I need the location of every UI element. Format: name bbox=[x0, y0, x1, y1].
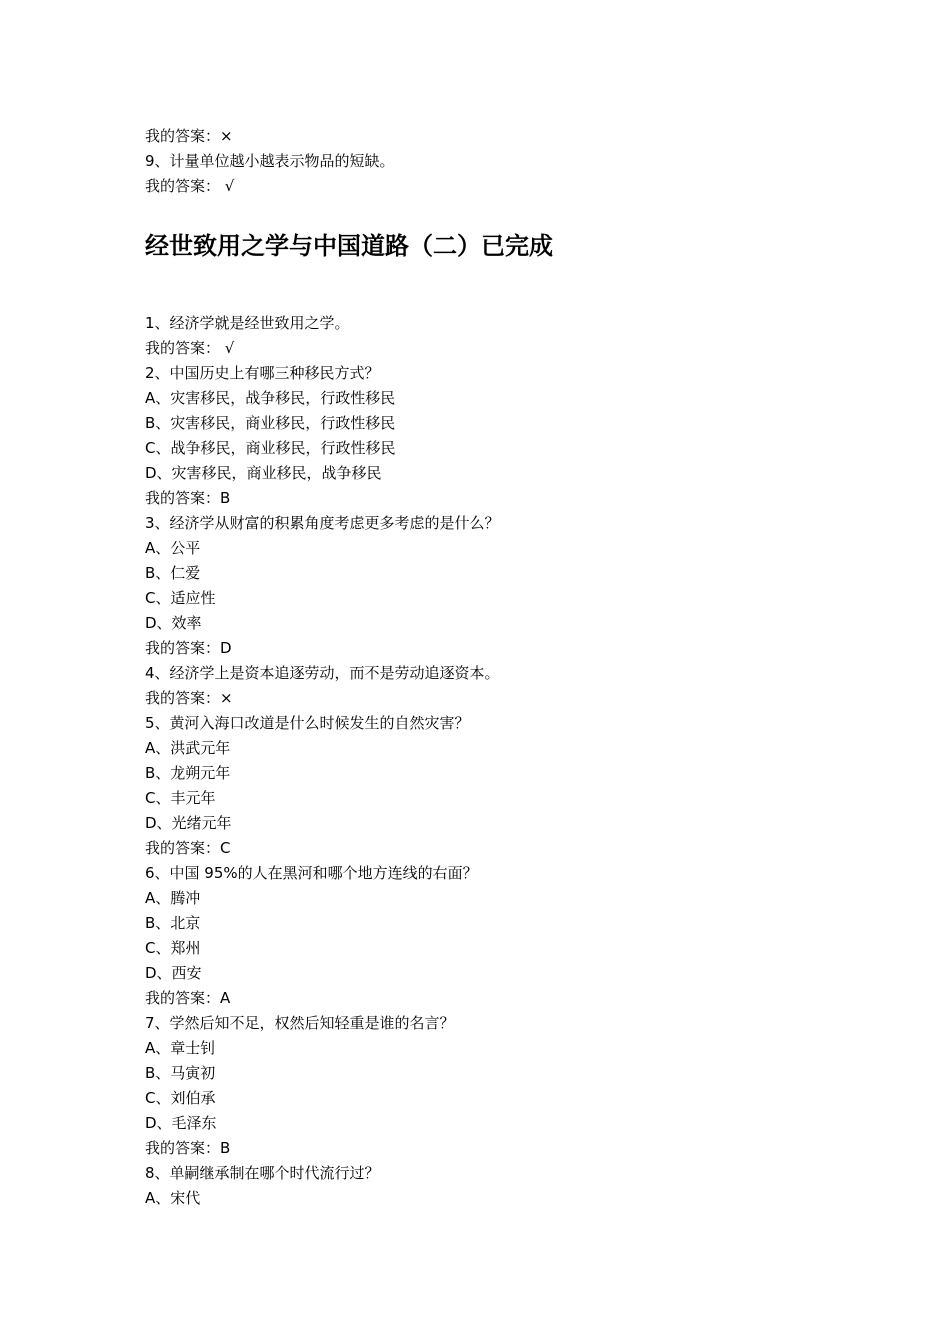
answer-line: 我的答案：× bbox=[145, 689, 233, 707]
answer-line: 我的答案：B bbox=[145, 1139, 231, 1157]
option-line: A、章士钊 bbox=[145, 1039, 216, 1057]
option-line: A、腾冲 bbox=[145, 889, 201, 907]
question-line: 2、中国历史上有哪三种移民方式？ bbox=[145, 364, 380, 382]
option-line: A、洪武元年 bbox=[145, 739, 231, 757]
option-line: B、仁爱 bbox=[145, 564, 201, 582]
section-title: 经世致用之学与中国道路（二）已完成 bbox=[145, 232, 553, 260]
option-line: D、灾害移民，商业移民，战争移民 bbox=[145, 464, 382, 482]
answer-line: 我的答案：C bbox=[145, 839, 231, 857]
option-line: A、灾害移民，战争移民，行政性移民 bbox=[145, 389, 396, 407]
answer-line: 我的答案：A bbox=[145, 989, 231, 1007]
option-line: A、公平 bbox=[145, 539, 201, 557]
answer-line: 我的答案： √ bbox=[145, 177, 235, 195]
question-line: 3、经济学从财富的积累角度考虑更多考虑的是什么？ bbox=[145, 514, 500, 532]
option-line: D、光绪元年 bbox=[145, 814, 232, 832]
option-line: D、西安 bbox=[145, 964, 202, 982]
option-line: C、郑州 bbox=[145, 939, 201, 957]
question-line: 4、经济学上是资本追逐劳动，而不是劳动追逐资本。 bbox=[145, 664, 500, 682]
question-line: 8、单嗣继承制在哪个时代流行过？ bbox=[145, 1164, 380, 1182]
option-line: C、战争移民，商业移民，行政性移民 bbox=[145, 439, 396, 457]
question-line: 7、学然后知不足，权然后知轻重是谁的名言？ bbox=[145, 1014, 455, 1032]
option-line: B、马寅初 bbox=[145, 1064, 216, 1082]
option-line: B、龙朔元年 bbox=[145, 764, 231, 782]
option-line: C、丰元年 bbox=[145, 789, 216, 807]
option-line: A、宋代 bbox=[145, 1189, 201, 1207]
question-line: 9、计量单位越小越表示物品的短缺。 bbox=[145, 152, 395, 170]
question-line: 6、中国 95%的人在黑河和哪个地方连线的右面？ bbox=[145, 864, 478, 882]
previous-section-tail bbox=[145, 124, 395, 199]
option-line: D、效率 bbox=[145, 614, 202, 632]
answer-line: 我的答案：B bbox=[145, 489, 231, 507]
question-line: 5、黄河入海口改道是什么时候发生的自然灾害？ bbox=[145, 714, 470, 732]
question-line: 1、经济学就是经世致用之学。 bbox=[145, 314, 350, 332]
option-line: C、刘伯承 bbox=[145, 1089, 216, 1107]
option-line: B、北京 bbox=[145, 914, 201, 932]
option-line: C、适应性 bbox=[145, 589, 216, 607]
answer-line: 我的答案：× bbox=[145, 127, 233, 145]
answer-line: 我的答案： √ bbox=[145, 339, 235, 357]
option-line: B、灾害移民，商业移民，行政性移民 bbox=[145, 414, 396, 432]
option-line: D、毛泽东 bbox=[145, 1114, 217, 1132]
answer-line: 我的答案：D bbox=[145, 639, 232, 657]
question-list bbox=[145, 311, 500, 1211]
